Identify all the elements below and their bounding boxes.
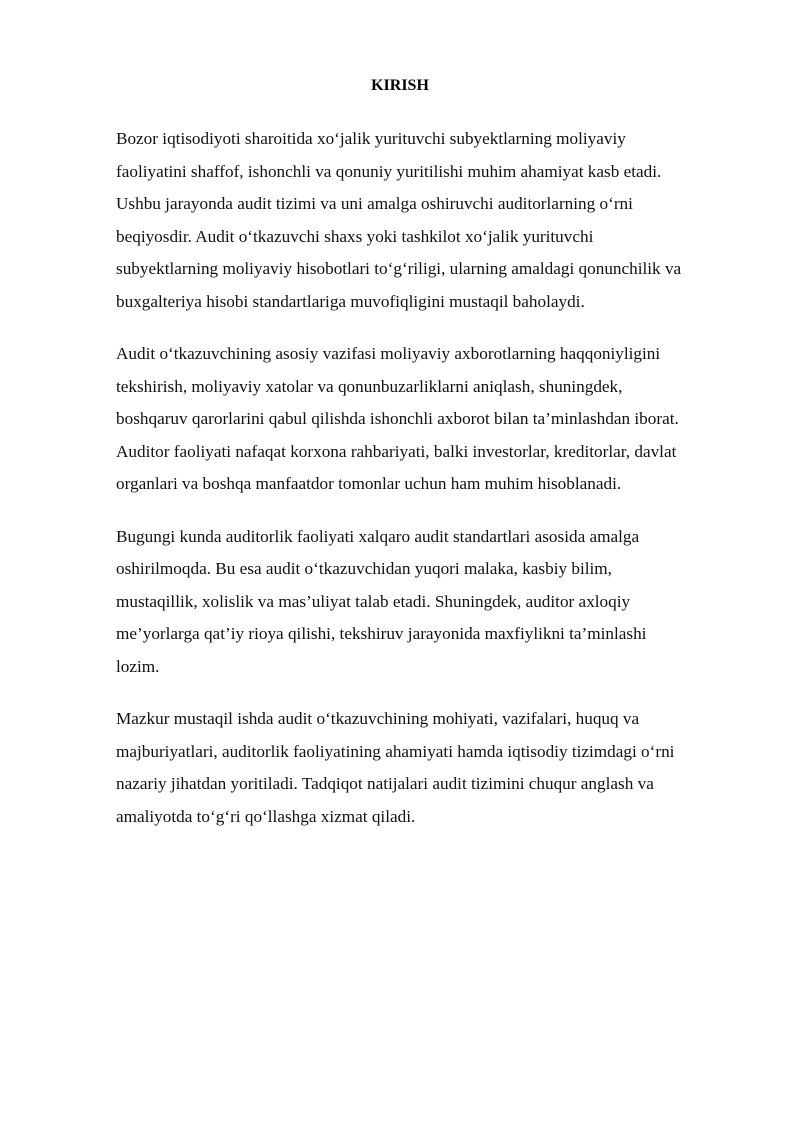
- document-body: [116, 123, 736, 853]
- text-line: Mazkur mustaqil ishda audit o‘tkazuvchining mohiyati, vazifalari, huquq va: [116, 709, 640, 728]
- paragraph-2: [116, 338, 736, 501]
- text-line: Audit o‘tkazuvchining asosiy vazifasi moliyaviy axborotlarning haqqoniyligini: [116, 344, 661, 363]
- text-line: tekshirish, moliyaviy xatolar va qonunbuzarliklarni aniqlash, shuningdek,: [116, 376, 623, 396]
- paragraph-1: [116, 123, 736, 318]
- text-line: faoliyatini shaffof, ishonchli va qonuniy yuritilishi muhim ahamiyat kasb etadi.: [116, 161, 662, 181]
- document-title: KIRISH: [371, 77, 429, 94]
- text-line: Ushbu jarayonda audit tizimi va uni amalga oshiruvchi auditorlarning o‘rni: [116, 194, 633, 213]
- text-line: me’yorlarga qat’iy rioya qilishi, tekshiruv jarayonida maxfiylikni ta’minlashi: [116, 624, 647, 643]
- text-line: boshqaruv qarorlarini qabul qilishda ishonchli axborot bilan ta’minlashdan iborat.: [116, 409, 679, 428]
- text-line: nazariy jihatdan yoritiladi. Tadqiqot natijalari audit tizimini chuqur anglash va: [116, 774, 654, 793]
- text-line: organlari va boshqa manfaatdor tomonlar uchun ham muhim hisoblanadi.: [116, 474, 622, 493]
- text-line: majburiyatlari, auditorlik faoliyatining ahamiyati hamda iqtisodiy tizimdagi o‘rni: [116, 741, 675, 761]
- text-line: Auditor faoliyati nafaqat korxona rahbariyati, balki investorlar, kreditorlar, davlat: [116, 441, 677, 461]
- text-line: amaliyotda to‘g‘ri qo‘llashga xizmat qiladi.: [116, 806, 416, 826]
- text-line: subyektlarning moliyaviy hisobotlari to‘g‘riligi, ularning amaldagi qonunchilik va: [116, 259, 682, 278]
- paragraph-4: [116, 703, 736, 833]
- text-line: mustaqillik, xolislik va mas’uliyat talab etadi. Shuningdek, auditor axloqiy: [116, 591, 631, 611]
- paragraph-3: [116, 521, 736, 684]
- text-line: oshirilmoqda. Bu esa audit o‘tkazuvchidan yuqori malaka, kasbiy bilim,: [116, 559, 612, 578]
- text-line: buxgalteriya hisobi standartlariga muvofiqligini mustaqil baholaydi.: [116, 291, 585, 311]
- text-line: Bugungi kunda auditorlik faoliyati xalqaro audit standartlari asosida amalga: [116, 526, 640, 546]
- text-line: Bozor iqtisodiyoti sharoitida xo‘jalik yurituvchi subyektlarning moliyaviy: [116, 129, 626, 148]
- text-line: lozim.: [116, 656, 160, 676]
- text-line: beqiyosdir. Audit o‘tkazuvchi shaxs yoki tashkilot xo‘jalik yurituvchi: [116, 226, 594, 246]
